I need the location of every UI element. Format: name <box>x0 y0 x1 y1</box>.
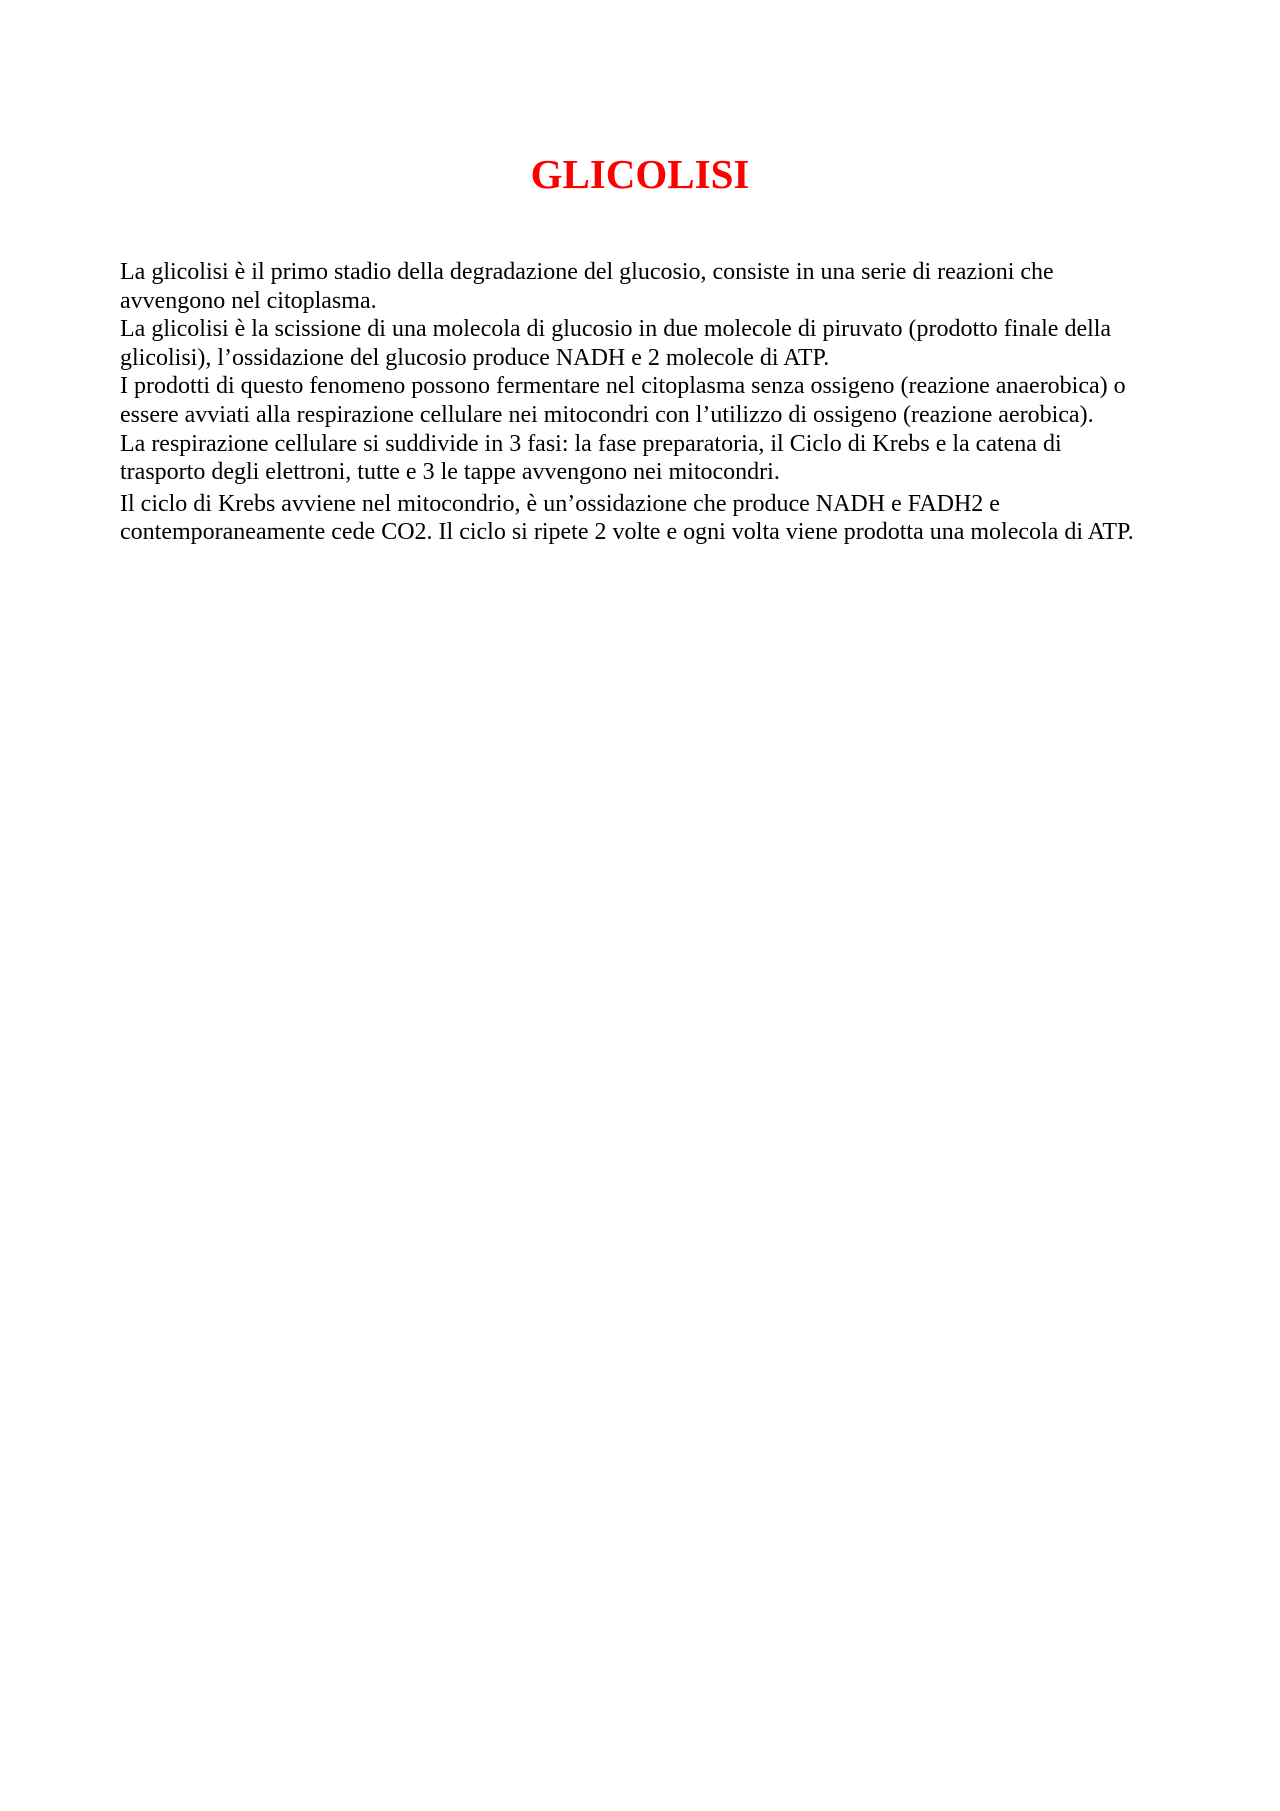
paragraph: La glicolisi è la scissione di una molecola di glucosio in due molecole di piruvato (prodotto finale della glicolisi), l’ossidazione del glucosio produce NADH e 2 molecole di ATP. <box>120 316 1112 371</box>
document-body <box>120 258 1148 547</box>
paragraph: La glicolisi è il primo stadio della degradazione del glucosio, consiste in una serie di reazioni che avvengono nel citoplasma. <box>120 259 1054 314</box>
paragraph: Il ciclo di Krebs avviene nel mitocondrio, è un’ossidazione che produce NADH e FADH2 e contemporaneamente cede CO2. Il ciclo si ripete 2 volte e ogni volta viene prodotta una molecola di ATP. <box>120 490 1134 546</box>
paragraph: I prodotti di questo fenomeno possono fermentare nel citoplasma senza ossigeno (reazione anaerobica) o essere avviati alla respirazione cellulare nei mitocondri con l’utilizzo di ossigeno (reazione aerobica). <box>120 373 1126 428</box>
paragraph: La respirazione cellulare si suddivide in 3 fasi: la fase preparatoria, il Ciclo di Krebs e la catena di trasporto degli elettroni, tutte e 3 le tappe avvengono nei mitocondri. <box>120 430 1062 486</box>
document-title: GLICOLISI <box>530 151 750 197</box>
